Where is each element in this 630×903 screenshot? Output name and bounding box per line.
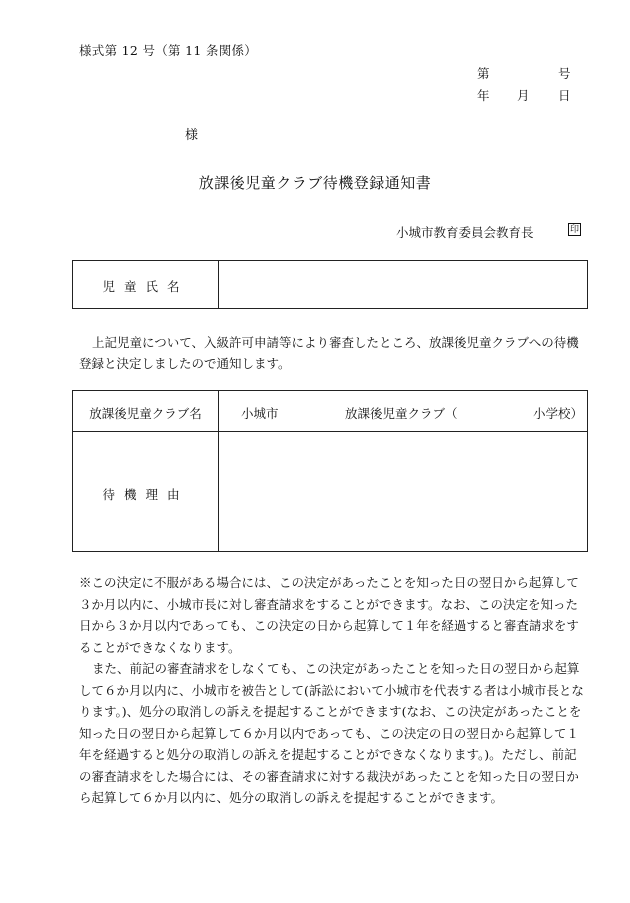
notification-body: 上記児童について、入級許可申請等により審査したところ、放課後児童クラブへの待機登録と決定しましたので通知します。 [79,335,579,371]
child-name-table [72,260,588,309]
club-name-label: 放課後児童クラブ名 [89,406,202,421]
document-number-suffix: 号 [558,66,571,81]
club-city: 小城市 [241,406,279,421]
addressee-honorific: 様 [185,128,199,143]
document-title: 放課後児童クラブ待機登録通知書 [198,174,432,192]
appeal-notice-paragraph-1: ※この決定に不服がある場合には、この決定があったことを知った日の翌日から起算して３か月以内に、小城市長に対し審査請求をすることができます。なお、この決定を知った日から３か月以内であっても、この決定の日から起算して１年を経過すると審査請求をすることができなくなります。 [79,575,579,655]
seal-mark-icon: 印 [569,225,579,235]
table-column-divider [218,391,219,551]
form-number: 様式第 12 号（第 11 条関係） [79,43,258,58]
date-year: 年 [477,88,490,103]
child-name-label-cell [73,261,219,308]
document-number-prefix: 第 [477,66,490,81]
club-name-row [73,391,587,432]
issuer-name: 小城市教育委員会教育長 [396,225,534,240]
club-table [72,390,588,552]
date-month: 月 [517,88,530,103]
waiting-reason-label: 待機理由 [102,487,189,502]
child-name-label: 児童氏名 [102,279,189,294]
club-school-suffix: 小学校） [533,406,584,421]
appeal-notice-paragraph-2: また、前記の審査請求をしなくても、この決定があったことを知った日の翌日から起算して６か月以内に、小城市を被告として(訴訟において小城市を代表する者は小城市長となります。)、処分の取消しの訴えを提起することができます(なお、この決定があったことを知った日の翌日から起算して６か月以内であっても、この決定の日の翌日から起算して１年を経過すると処分の取消しの訴えを提起することができなくなります。)。ただし、前記の審査請求をした場合には、その審査請求に対する裁決があったことを知った日の翌日から起算して６か月以内に、処分の取消しの訴えを提起することができます。 [79,661,584,805]
appeal-notice [79,572,589,809]
club-name-middle: 放課後児童クラブ（ [345,406,458,421]
date-day: 日 [558,88,571,103]
